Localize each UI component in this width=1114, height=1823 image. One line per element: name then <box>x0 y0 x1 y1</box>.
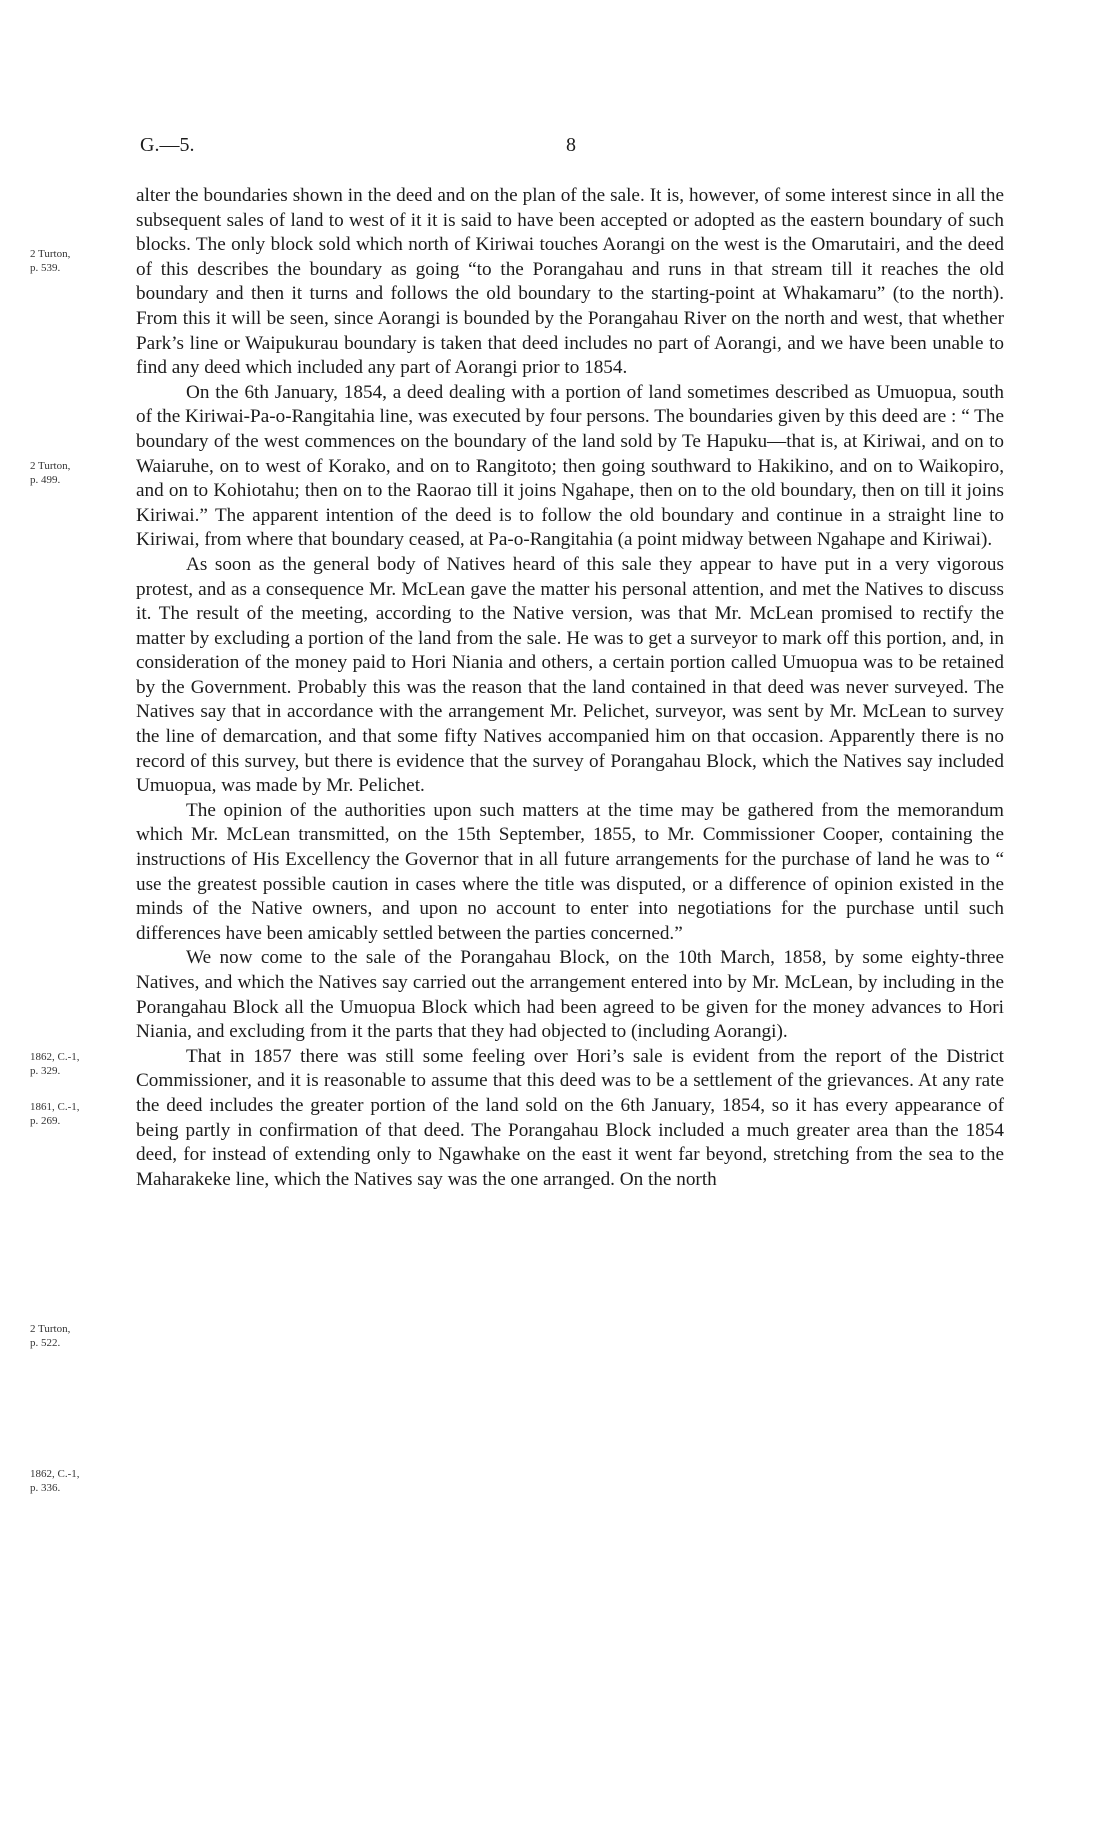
paragraph: We now come to the sale of the Porangahau Block, on the 10th March, 1858, by some eighty-three Natives, and which the Natives say carried out the arrangement entered into by Mr. McLean, by including in the Porangahau Block all the Umuopua Block which had been agreed to be given for the money advances to Hori Niania, and excluding from it the parts that they had objected to (including Aorangi). <box>136 947 1004 1043</box>
margin-note: 2 Turton, p. 539. <box>30 248 71 274</box>
paragraph: alter the boundaries shown in the deed and on the plan of the sale. It is, however, of some interest since in all the subsequent sales of land to west of it it is said to have been accepted or adopted as the eastern boundary of such blocks. The only block sold which north of Kiriwai touches Aorangi on the west is the Omarutairi, and the deed of this describes the boundary as going “to the Porangahau and runs in that stream till it reaches the old boundary and then it turns and follows the old boundary to the starting-point at Whakamaru” (to the north). From this it will be seen, since Aorangi is bounded by the Porangahau River on the north and west, that whether Park’s line or Waipukurau boundary is taken that deed includes no part of Aorangi, and we have been unable to find any deed which included any part of Aorangi prior to 1854. <box>136 185 1004 379</box>
margin-note: 1861, C.-1, p. 269. <box>30 1101 80 1127</box>
paragraph: The opinion of the authorities upon such matters at the time may be gathered from the memorandum which Mr. McLean transmitted, on the 15th September, 1855, to Mr. Commissioner Cooper, containing the instructions of His Excellency the Governor that in all future arrangements for the purchase of land he was to “ use the greatest possible caution in cases where the title was disputed, or a difference of opinion existed in the minds of the Native owners, and upon no account to enter into negotiations for the purchase until such differences have been amicably settled between the parties concerned.” <box>136 799 1004 944</box>
margin-note: 2 Turton, p. 499. <box>30 460 71 486</box>
margin-note: 1862, C.-1, p. 329. <box>30 1051 80 1077</box>
margin-note: 2 Turton, p. 522. <box>30 1323 71 1349</box>
paragraph: That in 1857 there was still some feeling over Hori’s sale is evident from the report of the District Commissioner, and it is reasonable to assume that this deed was to be a settlement of the grievances. At any rate the deed includes the greater portion of the land sold on the 6th January, 1854, so it has every appearance of being partly in confirmation of that deed. The Porangahau Block included a much greater area than the 1854 deed, for instead of extending only to Ngawhake on the east it went far beyond, stretching from the sea to the Maharakeke line, which the Natives say was the one arranged. On the north <box>136 1045 1004 1190</box>
paragraph: On the 6th January, 1854, a deed dealing with a portion of land sometimes described as Umuopua, south of the Kiriwai-Pa-o-Rangitahia line, was executed by four persons. The boundaries given by this deed are : “ The boundary of the west commences on the boundary of the land sold by Te Hapuku—that is, at Kiriwai, and on to Waiaruhe, on to west of Korako, and on to Rangitoto; then going southward to Hakikino, and on to Waikopiro, and on to Kohiotahu; then on to the Raorao till it joins Ngahape, then on to the old boundary, then on till it joins Kiriwai.” The apparent intention of the deed is to follow the old boundary and continue in a straight line to Kiriwai, from where that boundary ceased, at Pa-o-Rangitahia (a point midway between Ngahape and Kiriwai). <box>136 381 1004 551</box>
page-number: 8 <box>566 134 576 156</box>
body-text <box>136 184 1004 1192</box>
paragraph: As soon as the general body of Natives heard of this sale they appear to have put in a very vigorous protest, and as a consequence Mr. McLean gave the matter his personal attention, and met the Natives to discuss it. The result of the meeting, according to the Native version, was that Mr. McLean promised to rectify the matter by excluding a portion of the land from the sale. He was to get a surveyor to mark off this portion, and, in consideration of the money paid to Hori Niania and others, a certain portion called Umuopua was to be retained by the Government. Probably this was the reason that the land contained in that deed was never surveyed. The Natives say that in accordance with the arrangement Mr. Pelichet, surveyor, was sent by Mr. McLean to survey the line of demarcation, and that some fifty Natives accompanied him on that occasion. Apparently there is no record of this survey, but there is evidence that the survey of Porangahau Block, which the Natives say included Umuopua, was made by Mr. Pelichet. <box>136 553 1004 797</box>
document-reference: G.—5. <box>140 134 195 156</box>
margin-note: 1862, C.-1, p. 336. <box>30 1468 80 1494</box>
